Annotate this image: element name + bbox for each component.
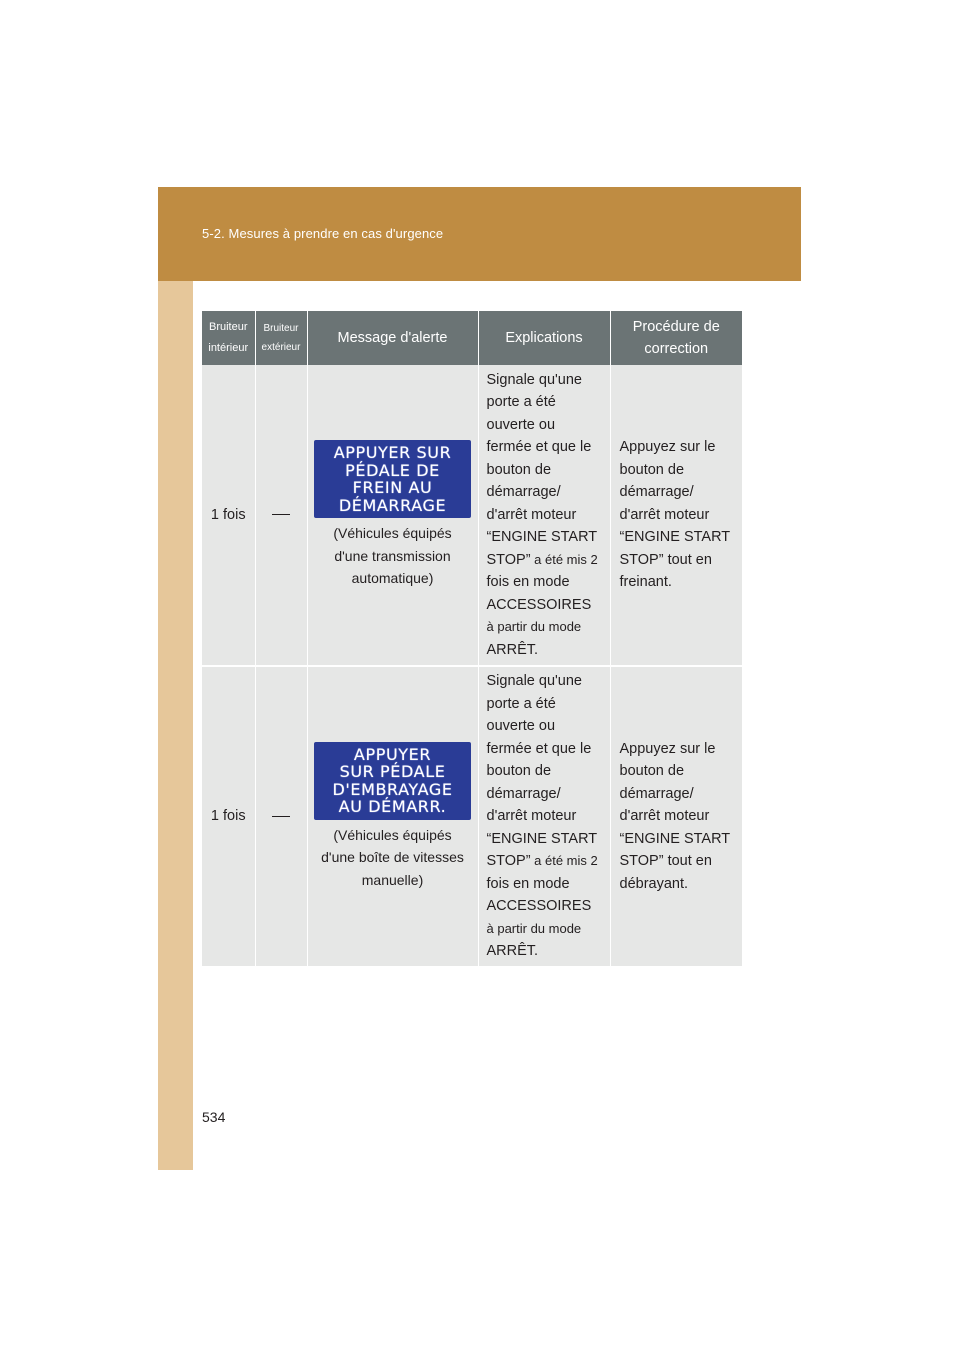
message-cell (307, 666, 478, 967)
display-text-line: SUR PÉDALE (339, 762, 446, 782)
text-line: démarrage/ (486, 785, 561, 802)
text-line: porte a été (486, 394, 556, 411)
display-text-line: APPUYER (353, 744, 432, 764)
header-text: Procédure de (632, 319, 720, 335)
display-text-line: DÉMARRAGE (338, 495, 447, 515)
text-line: débrayant. (619, 875, 689, 892)
dash-glyph (272, 514, 290, 515)
caption-line: d'une transmission (334, 547, 451, 564)
column-header-outer-buzzer (255, 311, 307, 365)
section-title: 5-2. Mesures à prendre en cas d'urgence (202, 226, 444, 241)
display-text-line: D'EMBRAYAGE (332, 779, 453, 799)
column-header-procedure (610, 311, 742, 365)
text-line: ACCESSOIRES (486, 898, 592, 915)
text-line: Signale qu'une (486, 673, 582, 690)
column-header-inner-buzzer (202, 311, 255, 365)
text-line: d'arrêt moteur (619, 506, 710, 523)
dash-glyph (272, 816, 290, 817)
text-line: ACCESSOIRES (486, 596, 592, 613)
outer-buzzer-cell (255, 666, 307, 967)
text-line: fois en mode (486, 875, 570, 892)
text-line: STOP” tout en (619, 853, 712, 870)
text-line: ouverte ou (486, 718, 556, 735)
text-line: fois en mode (486, 574, 570, 591)
display-text-line: APPUYER SUR (333, 443, 452, 463)
table-row (202, 666, 742, 967)
caption-line: (Véhicules équipés (333, 826, 452, 843)
text-line: d'arrêt moteur (619, 808, 710, 825)
table-header-row (202, 311, 742, 365)
text-line: démarrage/ (619, 484, 694, 501)
header-text: Bruiteur (208, 321, 248, 333)
text-line: Appuyez sur le (619, 740, 716, 757)
display-text-line: FREIN AU (352, 478, 433, 498)
text-line: démarrage/ (619, 785, 694, 802)
header-band (158, 187, 801, 281)
inner-buzzer-cell: 1 fois (202, 365, 255, 666)
text-line: a été mis 2 (530, 853, 598, 869)
text-line: STOP” tout en (619, 551, 712, 568)
text-line: freinant. (619, 574, 672, 591)
text-line: d'arrêt moteur (486, 808, 577, 825)
text-line: bouton de (486, 763, 552, 780)
text-line: Signale qu'une (486, 371, 582, 388)
inner-buzzer-cell: 1 fois (202, 666, 255, 967)
caption-line: (Véhicules équipés (333, 525, 452, 542)
warning-table (202, 311, 742, 968)
text-line: d'arrêt moteur (486, 506, 577, 523)
page-number: 534 (202, 1109, 226, 1125)
text-line: “ENGINE START (486, 830, 598, 847)
warning-display-image (314, 742, 471, 820)
caption-line: automatique) (351, 570, 434, 587)
explanation-cell (478, 666, 610, 967)
text-line: ouverte ou (486, 416, 556, 433)
text-line: ARRÊT. (486, 943, 539, 960)
text-line: bouton de (619, 461, 685, 478)
text-line: Appuyez sur le (619, 439, 716, 456)
text-line: fermée et que le (486, 439, 592, 456)
caption-line: d'une boîte de vitesses (321, 849, 464, 866)
procedure-cell (610, 365, 742, 666)
display-text-line: PÉDALE DE (345, 460, 440, 480)
text-line: bouton de (486, 461, 552, 478)
warning-display-image (314, 440, 471, 518)
display-caption (308, 522, 478, 590)
text-line: a été mis 2 (530, 551, 598, 567)
display-text-line: AU DÉMARR. (338, 797, 447, 817)
header-text: Bruiteur (263, 323, 299, 334)
header-text: correction (644, 341, 709, 357)
caption-line: manuelle) (361, 871, 424, 888)
text-line: bouton de (619, 763, 685, 780)
text-line: “ENGINE START (486, 529, 598, 546)
column-header-message: Message d'alerte (307, 311, 478, 365)
manual-page (158, 187, 801, 1170)
table-row (202, 365, 742, 666)
text-line: STOP” (486, 551, 531, 568)
text-line: ARRÊT. (486, 641, 539, 658)
text-line: STOP” (486, 853, 531, 870)
text-line: “ENGINE START (619, 529, 731, 546)
text-line: à partir du mode (486, 920, 582, 936)
text-line: démarrage/ (486, 484, 561, 501)
column-header-explanation: Explications (478, 311, 610, 365)
procedure-cell (610, 666, 742, 967)
outer-buzzer-cell (255, 365, 307, 666)
display-caption (308, 824, 478, 892)
text-line: porte a été (486, 695, 556, 712)
side-strip (158, 281, 193, 1170)
header-text: extérieur (261, 342, 301, 353)
header-text: intérieur (208, 342, 249, 354)
message-cell (307, 365, 478, 666)
text-line: à partir du mode (486, 619, 582, 635)
text-line: fermée et que le (486, 740, 592, 757)
explanation-cell (478, 365, 610, 666)
text-line: “ENGINE START (619, 830, 731, 847)
